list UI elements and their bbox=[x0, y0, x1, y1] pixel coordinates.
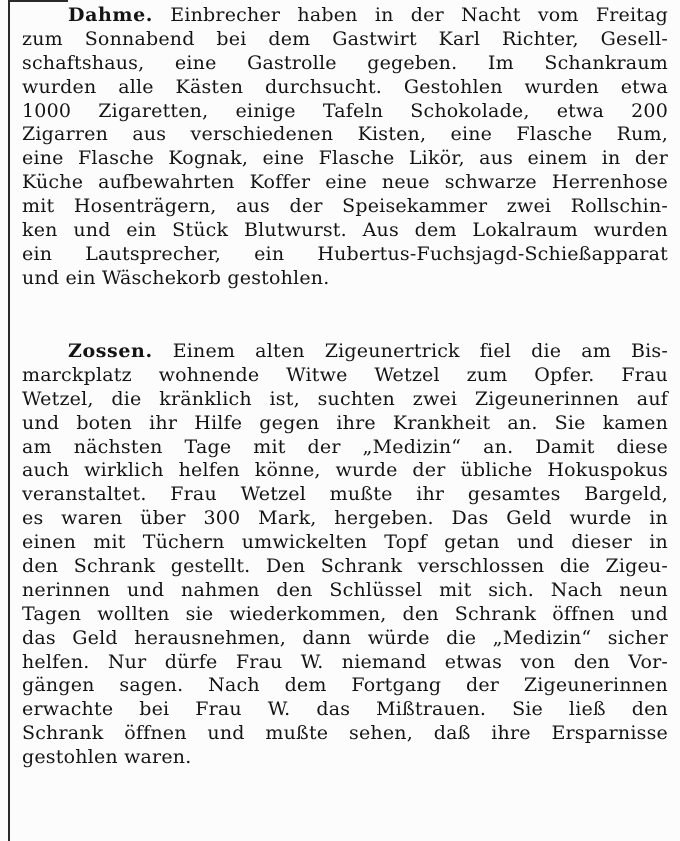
article-line: auch wirklich helfen könne, wurde der übliche Hokuspokus bbox=[22, 459, 668, 482]
article-line: gestohlen waren. bbox=[22, 746, 192, 769]
article-line: es waren über 300 Mark, hergeben. Das Geld wurde in bbox=[22, 507, 668, 530]
article-line: mit Hosenträgern, aus der Speisekammer zwei Rollschin- bbox=[22, 195, 668, 218]
article-line: am nächsten Tage mit der „Medizin“ an. Damit diese bbox=[22, 435, 668, 458]
article-line: Tagen wollten sie wiederkommen, den Schrank öffnen und bbox=[22, 602, 668, 625]
article-line: 1000 Zigaretten, einige Tafeln Schokolade, etwa 200 bbox=[22, 99, 668, 122]
article-line: und boten ihr Hilfe gegen ihre Krankheit an. Sie kamen bbox=[22, 411, 668, 434]
article-line: ein Lautsprecher, ein Hubertus-Fuchsjagd-Schießapparat bbox=[22, 242, 668, 265]
place-name: Dahme. bbox=[68, 4, 154, 26]
article-line: eine Flasche Kognak, eine Flasche Likör, aus einem in der bbox=[22, 147, 668, 170]
article-line: den Schrank gestellt. Den Schrank verschlossen die Zigeu- bbox=[22, 555, 668, 578]
article-line: gängen sagen. Nach dem Fortgang der Zigeunerinnen bbox=[22, 674, 668, 697]
article-line: veranstaltet. Frau Wetzel mußte ihr gesamtes Bargeld, bbox=[22, 483, 668, 506]
article-line: ken und ein Stück Blutwurst. Aus dem Lokalraum wurden bbox=[22, 219, 668, 242]
article-line: das Geld herausnehmen, dann würde die „Medizin“ sicher bbox=[22, 626, 668, 649]
article-dahme bbox=[22, 4, 668, 291]
article-line: und ein Wäschekorb gestohlen. bbox=[22, 266, 330, 289]
article-line: nerinnen und nahmen den Schlüssel mit sich. Nach neun bbox=[22, 578, 668, 601]
article-line: Küche aufbewahrten Koffer eine neue schwarze Herrenhose bbox=[22, 171, 668, 194]
article-line: Wetzel, die kränklich ist, suchten zwei Zigeunerinnen auf bbox=[22, 387, 668, 410]
article-line: erwachte bei Frau W. das Mißtrauen. Sie ließ den bbox=[22, 698, 668, 721]
article-line: marckplatz wohnende Witwe Wetzel zum Opfer. Frau bbox=[22, 363, 668, 386]
place-name: Zossen. bbox=[68, 340, 153, 362]
column-rule-left bbox=[8, 0, 10, 841]
article-zossen bbox=[22, 340, 668, 770]
article-line: schaftshaus, eine Gastrolle gegeben. Im Schankraum bbox=[22, 51, 668, 74]
article-line: wurden alle Kästen durchsucht. Gestohlen wurden etwa bbox=[22, 75, 668, 98]
article-line: Zigarren aus verschiedenen Kisten, eine Flasche Rum, bbox=[22, 123, 668, 146]
article-line: zum Sonnabend bei dem Gastwirt Karl Richter, Gesell- bbox=[22, 27, 668, 50]
column-rule-top bbox=[8, 0, 68, 2]
article-line: Zossen. Einem alten Zigeunertrick fiel die am Bis- bbox=[68, 340, 668, 362]
article-line: helfen. Nur dürfe Frau W. niemand etwas von den Vor- bbox=[22, 650, 668, 673]
article-line: einen mit Tüchern umwickelten Topf getan und dieser in bbox=[22, 531, 668, 554]
article-line: Schrank öffnen und mußte sehen, daß ihre Ersparnisse bbox=[22, 722, 668, 745]
article-line: Dahme. Einbrecher haben in der Nacht vom Freitag bbox=[68, 4, 668, 26]
